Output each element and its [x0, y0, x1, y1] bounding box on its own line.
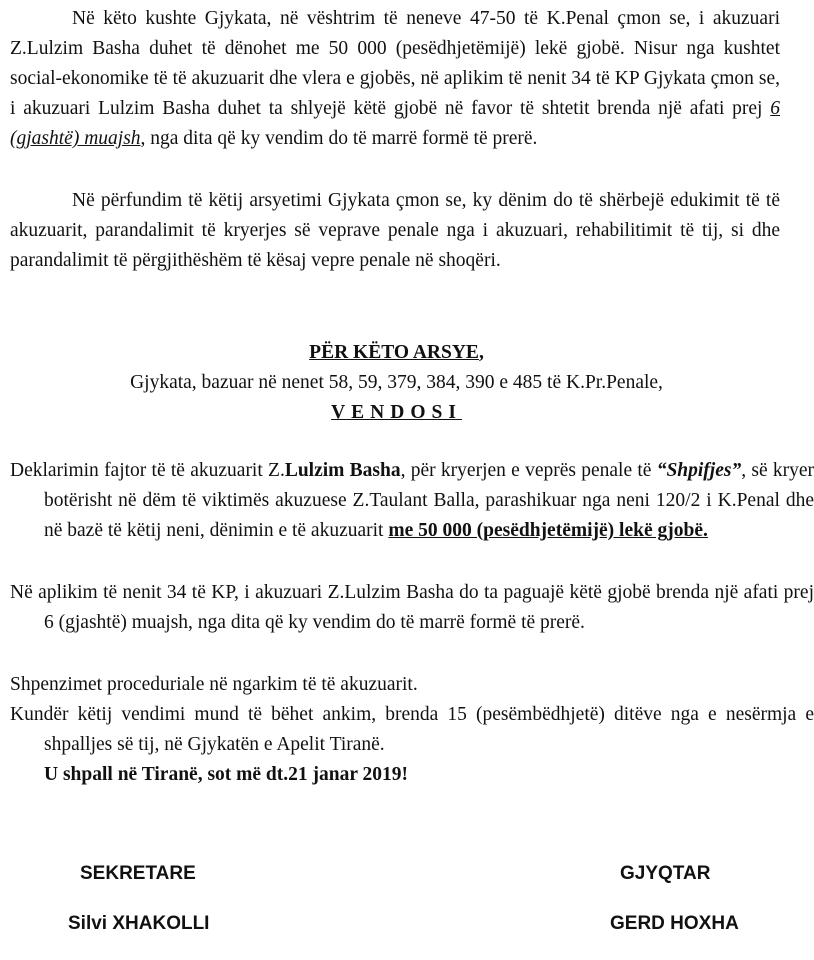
secretary-role: SEKRETARE: [80, 863, 196, 884]
offense-name: “Shpifjes”: [656, 460, 742, 481]
decision-heading: [0, 338, 793, 368]
reasoning-paragraph-conclusion: Në përfundim të këtij arsyetimi Gjykata çmon se, ky dënim do të shërbejë edukimit të të akuzuarit, parandalimit të kryerjes së veprave penale nga i akuzuari, rehabilitimit të tij, si dhe parandalimit të përgjithëshëm të kësaj vepre penale në shoqëri.: [10, 190, 780, 271]
ruling-text: , për kryerjen e veprës penale të: [400, 460, 657, 481]
ruling-text: , së kryer botërisht në dëm të viktimës akuzuese Z.Taulant Balla, parashikuar nga neni 120/2 i K.Penal dhe në bazë të këtij neni, dënimin e të akuzuarit: [44, 460, 814, 541]
secretary-name: Silvi XHAKOLLI: [68, 913, 210, 934]
penalty-amount: me 50 000 (pesëdhjetëmijë) lekë gjobë.: [388, 520, 708, 541]
reasoning-paragraph-penalty: [10, 4, 780, 154]
reasoning-text: Në këto kushte Gjykata, në vështrim të neneve 47-50 të K.Penal çmon se, i akuzuari Z.Lulzim Basha duhet të dënohet me 50 000 (pesëdhjetëmijë) lekë gjobë. Nisur nga kushtet social-ekonomike të të akuzuarit dhe vlera e gjobës, në aplikim të nenit 34 të KP Gjykata çmon se, i akuzuari Lulzim Basha duhet ta shlyejë këtë gjobë në favor të shtetit brenda një afati prej: [10, 8, 780, 119]
payment-term: 6 (gjashtë) muajsh: [10, 98, 780, 149]
announcement-line: U shpall në Tiranë, sot më dt.21 janar 2019!: [44, 764, 409, 785]
defendant-name: Lulzim Basha: [284, 460, 401, 481]
judge-role: GJYQTAR: [620, 863, 711, 884]
decision-title: VENDOSI: [331, 402, 462, 423]
ruling-guilty: [10, 456, 814, 546]
heading-suffix: ,: [478, 342, 484, 363]
ruling-appeal: Kundër këtij vendimi mund të bëhet ankim, brenda 15 (pesëmbëdhjetë) ditëve nga e nesërmja e shpalljes së tij, në Gjykatën e Apelit Tiranë.: [10, 704, 814, 755]
judge-name: GERD HOXHA: [610, 913, 739, 934]
heading-text: PËR KËTO ARSYE: [309, 342, 479, 363]
ruling-costs: Shpenzimet proceduriale në ngarkim të të akuzuarit.: [10, 674, 418, 695]
legal-basis-line: Gjykata, bazuar në nenet 58, 59, 379, 384, 390 e 485 të K.Pr.Penale,: [130, 372, 663, 393]
reasoning-text-end: , nga dita që ky vendim do të marrë formë të prerë.: [140, 128, 538, 149]
ruling-payment: Në aplikim të nenit 34 të KP, i akuzuari Z.Lulzim Basha do ta paguajë këtë gjobë brenda një afati prej 6 (gjashtë) muajsh, nga dita që ky vendim do të marrë formë të prerë.: [10, 582, 814, 633]
ruling-text: Deklarimin fajtor të të akuzuarit Z.: [10, 460, 285, 481]
